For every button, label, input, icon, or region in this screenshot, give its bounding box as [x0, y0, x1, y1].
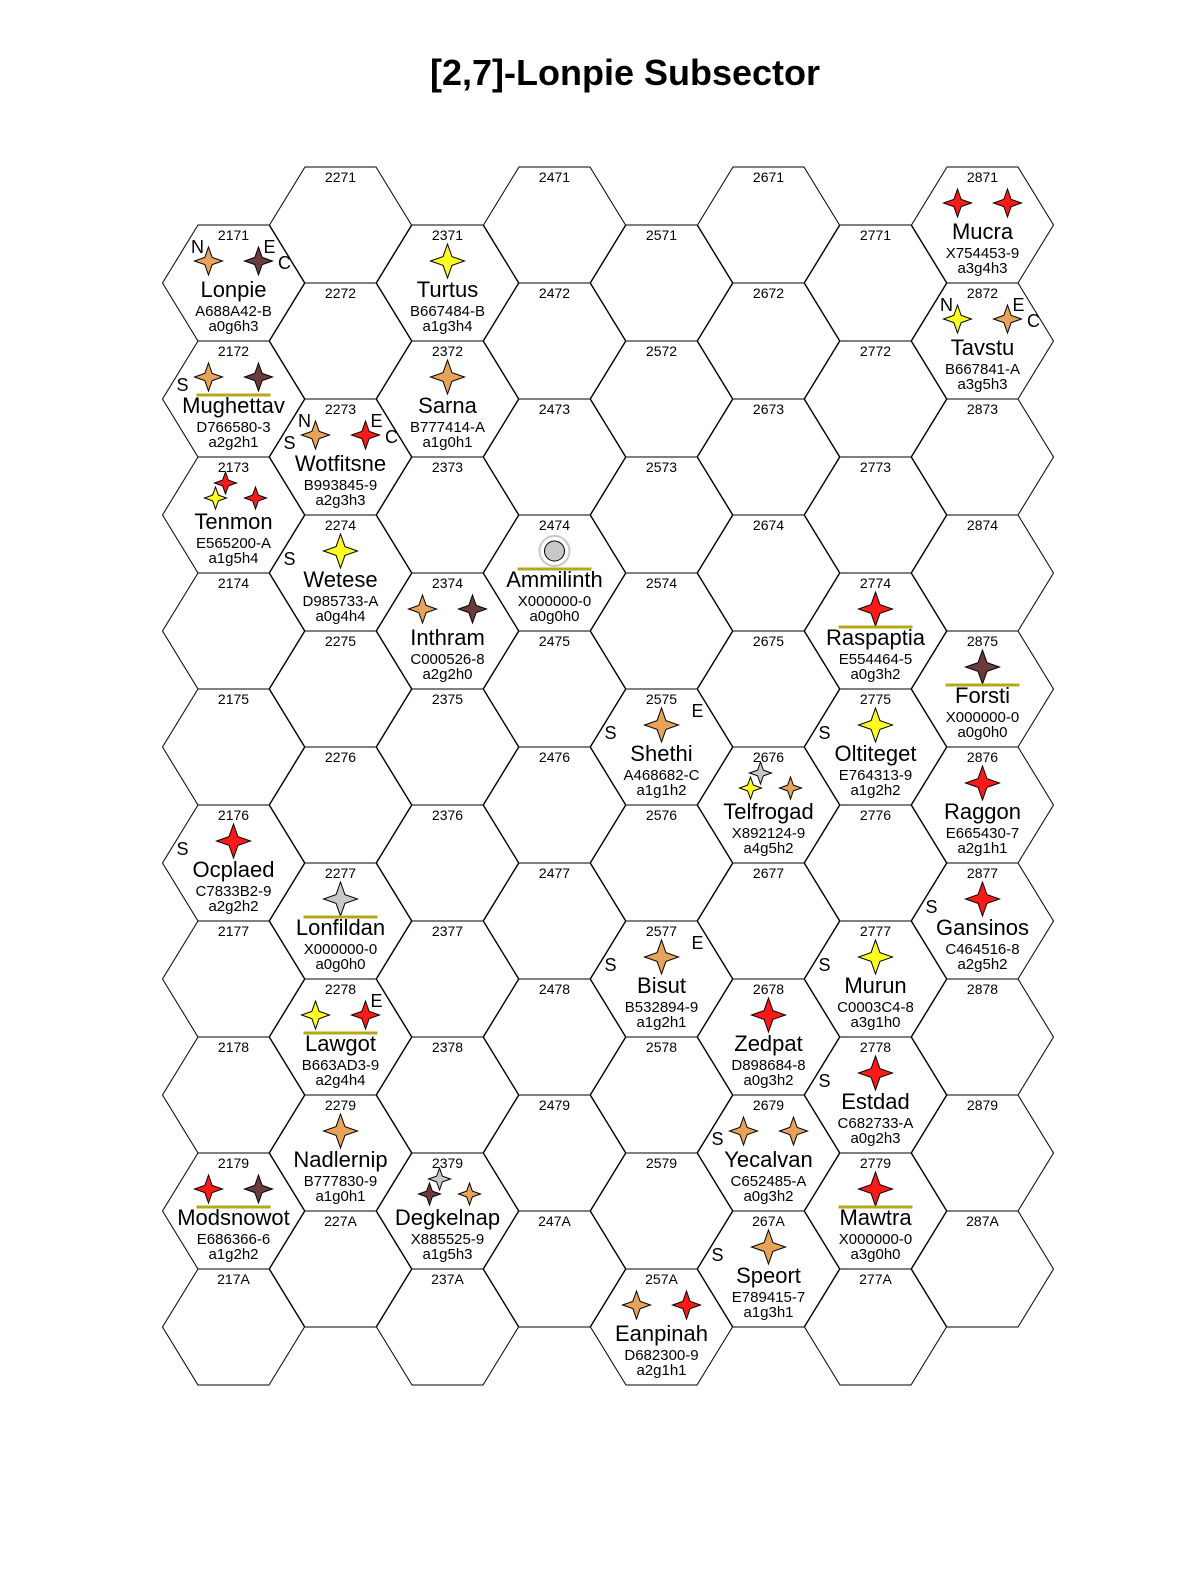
hex-number: 2675 — [752, 633, 785, 649]
hex-number: 2272 — [324, 285, 357, 301]
world-upp: A688A42-B — [195, 303, 272, 320]
hex-number: 2673 — [752, 401, 785, 417]
world-name: Sarna — [418, 393, 477, 418]
world-name: Lonfildan — [295, 915, 386, 940]
world-upp: B667841-A — [944, 361, 1021, 378]
hex-number: 2773 — [859, 459, 892, 475]
world-upp: E565200-A — [195, 535, 272, 552]
world-flag: E — [1012, 295, 1025, 315]
hex-number: 2671 — [752, 169, 785, 185]
world-extra: a4g5h2 — [743, 840, 794, 857]
hex-number: 2471 — [538, 169, 571, 185]
hex-number: 2278 — [324, 981, 357, 997]
hex-number: 2872 — [966, 285, 999, 301]
world-extra: a3g0h0 — [850, 1246, 901, 1263]
hex-number: 2575 — [645, 691, 678, 707]
hex-number: 257A — [645, 1271, 678, 1287]
hex-number: 2474 — [538, 517, 571, 533]
world-name: Estdad — [841, 1089, 910, 1114]
world-name: Zedpat — [734, 1031, 803, 1056]
world-extra: a1g5h4 — [208, 550, 259, 567]
hex-number: 2776 — [859, 807, 892, 823]
world-extra: a0g0h0 — [957, 724, 1008, 741]
world-upp: X885525-9 — [410, 1231, 485, 1248]
world-name: Degkelnap — [394, 1205, 501, 1230]
world-upp: B777414-A — [409, 419, 486, 436]
hex-number: 2874 — [966, 517, 999, 533]
world-name: Modsnowot — [177, 1205, 290, 1230]
world-upp: X754453-9 — [945, 245, 1020, 262]
hex-number: 2173 — [217, 459, 250, 475]
hex-number: 2476 — [538, 749, 571, 765]
hex-number: 2473 — [538, 401, 571, 417]
world-upp: C682733-A — [837, 1115, 914, 1132]
hex-number: 2174 — [217, 575, 250, 591]
world-name: Bisut — [637, 973, 686, 998]
hex-number: 2377 — [431, 923, 464, 939]
world-upp: C0003C4-8 — [837, 999, 914, 1016]
hex-number: 2574 — [645, 575, 678, 591]
world-flag: E — [370, 991, 383, 1011]
world-extra: a2g1h1 — [957, 840, 1008, 857]
world-flag: S — [818, 723, 831, 743]
world-flag: S — [604, 723, 617, 743]
world-extra: a2g2h0 — [422, 666, 473, 683]
hex-number: 287A — [966, 1213, 999, 1229]
hex-number: 2677 — [752, 865, 785, 881]
hex-number: 2778 — [859, 1039, 892, 1055]
hex-number: 2171 — [217, 227, 250, 243]
world-name: Mughettav — [182, 393, 285, 418]
world-flag: S — [818, 955, 831, 975]
hex-number: 2672 — [752, 285, 785, 301]
hex-number: 237A — [431, 1271, 464, 1287]
world-upp: X892124-9 — [731, 825, 806, 842]
world-extra: a2g5h2 — [957, 956, 1008, 973]
hex-number: 2276 — [324, 749, 357, 765]
world-upp: D766580-3 — [196, 419, 271, 436]
hex-number: 2576 — [645, 807, 678, 823]
world-extra: a0g6h3 — [208, 318, 259, 335]
world-name: Tavstu — [950, 335, 1015, 360]
world-name: Nadlernip — [293, 1147, 388, 1172]
world-upp: C652485-A — [730, 1173, 807, 1190]
hex-number: 267A — [752, 1213, 785, 1229]
hex-number: 2475 — [538, 633, 571, 649]
world-extra: a1g0h1 — [422, 434, 473, 451]
world-upp: X000000-0 — [838, 1231, 913, 1248]
world-extra: a3g5h3 — [957, 376, 1008, 393]
world-name: Ocplaed — [192, 857, 275, 882]
hex-number: 2479 — [538, 1097, 571, 1113]
world-name: Raspaptia — [825, 625, 926, 650]
world-name: Mawtra — [839, 1205, 912, 1230]
hex-number: 277A — [859, 1271, 892, 1287]
hex-number: 2577 — [645, 923, 678, 939]
world-extra: a1g3h1 — [743, 1304, 794, 1321]
world-name: Eanpinah — [615, 1321, 708, 1346]
world-flag: N — [298, 411, 311, 431]
world-upp: B532894-9 — [624, 999, 699, 1016]
world-extra: a3g1h0 — [850, 1014, 901, 1031]
world-extra: a3g4h3 — [957, 260, 1008, 277]
gas-giant-icon — [545, 541, 565, 561]
world-name: Shethi — [630, 741, 693, 766]
world-extra: a0g4h4 — [315, 608, 366, 625]
world-extra: a0g2h3 — [850, 1130, 901, 1147]
hex-number: 2376 — [431, 807, 464, 823]
world-extra: a1g2h1 — [636, 1014, 687, 1031]
world-upp: E764313-9 — [838, 767, 913, 784]
hex-number: 2578 — [645, 1039, 678, 1055]
hex-number: 2478 — [538, 981, 571, 997]
hex-number: 2179 — [217, 1155, 250, 1171]
world-upp: D682300-9 — [624, 1347, 699, 1364]
world-extra: a2g3h3 — [315, 492, 366, 509]
hex-number: 2572 — [645, 343, 678, 359]
hex-number: 2679 — [752, 1097, 785, 1113]
world-flag: E — [691, 933, 704, 953]
world-extra: a1g3h4 — [422, 318, 473, 335]
world-flag: S — [176, 839, 189, 859]
world-name: Inthram — [410, 625, 485, 650]
world-flag: N — [191, 237, 204, 257]
hex-number: 2774 — [859, 575, 892, 591]
world-flag: S — [176, 375, 189, 395]
hex-number: 2871 — [966, 169, 999, 185]
world-name: Wetese — [303, 567, 378, 592]
world-flag: C — [1027, 311, 1040, 331]
hex-number: 2274 — [324, 517, 357, 533]
world-upp: X000000-0 — [945, 709, 1020, 726]
world-upp: X000000-0 — [303, 941, 378, 958]
hex-number: 2571 — [645, 227, 678, 243]
hex-number: 2472 — [538, 285, 571, 301]
world-upp: B667484-B — [409, 303, 486, 320]
world-name: Lawgot — [305, 1031, 376, 1056]
hex-number: 2477 — [538, 865, 571, 881]
world-name: Forsti — [955, 683, 1010, 708]
hex-number: 2277 — [324, 865, 357, 881]
world-upp: A468682-C — [623, 767, 700, 784]
world-extra: a0g0h0 — [315, 956, 366, 973]
hex-number: 2379 — [431, 1155, 464, 1171]
world-name: Telfrogad — [723, 799, 814, 824]
hex-number: 2175 — [217, 691, 250, 707]
world-upp: B663AD3-9 — [301, 1057, 380, 1074]
hex-number: 2372 — [431, 343, 464, 359]
world-flag: S — [818, 1071, 831, 1091]
page-title: [2,7]-Lonpie Subsector — [429, 52, 821, 93]
world-upp: C464516-8 — [945, 941, 1020, 958]
hex-number: 2378 — [431, 1039, 464, 1055]
world-extra: a2g4h4 — [315, 1072, 366, 1089]
hex-number: 2674 — [752, 517, 785, 533]
world-upp: D898684-8 — [731, 1057, 806, 1074]
world-flag: E — [370, 411, 383, 431]
world-name: Lonpie — [200, 277, 267, 302]
world-extra: a2g2h1 — [208, 434, 259, 451]
hex-number: 2573 — [645, 459, 678, 475]
hex-number: 2273 — [324, 401, 357, 417]
world-flag: E — [263, 237, 276, 257]
world-extra: a1g1h2 — [636, 782, 687, 799]
hex-number: 2678 — [752, 981, 785, 997]
world-upp: B993845-9 — [303, 477, 378, 494]
world-flag: S — [283, 433, 296, 453]
world-name: Wotfitsne — [294, 451, 387, 476]
hex-number: 2271 — [324, 169, 357, 185]
hex-number: 2875 — [966, 633, 999, 649]
world-extra: a1g2h2 — [208, 1246, 259, 1263]
world-name: Gansinos — [936, 915, 1029, 940]
hex-number: 2375 — [431, 691, 464, 707]
hex-number: 227A — [324, 1213, 357, 1229]
hex-number: 2676 — [752, 749, 785, 765]
world-flag: C — [385, 427, 398, 447]
hex-number: 2275 — [324, 633, 357, 649]
hex-number: 2775 — [859, 691, 892, 707]
world-upp: E554464-5 — [838, 651, 913, 668]
world-name: Turtus — [416, 277, 479, 302]
world-upp: X000000-0 — [517, 593, 592, 610]
world-extra: a0g0h0 — [529, 608, 580, 625]
hex-number: 217A — [217, 1271, 250, 1287]
world-extra: a1g2h2 — [850, 782, 901, 799]
world-extra: a0g3h2 — [743, 1072, 794, 1089]
hex-number: 2373 — [431, 459, 464, 475]
hex-number: 2878 — [966, 981, 999, 997]
hex-number: 2777 — [859, 923, 892, 939]
world-extra: a2g1h1 — [636, 1362, 687, 1379]
hex-number: 2876 — [966, 749, 999, 765]
hex-number: 247A — [538, 1213, 571, 1229]
world-flag: S — [711, 1129, 724, 1149]
world-upp: E789415-7 — [731, 1289, 806, 1306]
world-flag: S — [604, 955, 617, 975]
world-extra: a0g3h2 — [743, 1188, 794, 1205]
world-name: Ammilinth — [506, 567, 603, 592]
world-extra: a1g5h3 — [422, 1246, 473, 1263]
world-flag: S — [711, 1245, 724, 1265]
world-name: Mucra — [951, 219, 1014, 244]
world-name: Murun — [844, 973, 907, 998]
hex-number: 2771 — [859, 227, 892, 243]
world-name: Raggon — [943, 799, 1022, 824]
world-name: Tenmon — [194, 509, 273, 534]
world-flag: S — [283, 549, 296, 569]
hex-number: 2579 — [645, 1155, 678, 1171]
world-extra: a0g3h2 — [850, 666, 901, 683]
world-flag: E — [691, 701, 704, 721]
hex-number: 2374 — [431, 575, 464, 591]
world-extra: a1g0h1 — [315, 1188, 366, 1205]
hex-number: 2279 — [324, 1097, 357, 1113]
world-name: Yecalvan — [724, 1147, 813, 1172]
world-upp: D985733-A — [302, 593, 379, 610]
world-extra: a2g2h2 — [208, 898, 259, 915]
world-flag: N — [940, 295, 953, 315]
world-upp: C7833B2-9 — [195, 883, 272, 900]
hex-number: 2371 — [431, 227, 464, 243]
hex-number: 2172 — [217, 343, 250, 359]
world-upp: E686366-6 — [196, 1231, 271, 1248]
hex-number: 2177 — [217, 923, 250, 939]
world-upp: B777830-9 — [303, 1173, 378, 1190]
world-flag: C — [278, 253, 291, 273]
hex-number: 2772 — [859, 343, 892, 359]
hex-number: 2176 — [217, 807, 250, 823]
hex-number: 2873 — [966, 401, 999, 417]
world-upp: E665430-7 — [945, 825, 1020, 842]
world-upp: C000526-8 — [410, 651, 485, 668]
hex-number: 2879 — [966, 1097, 999, 1113]
hex-number: 2877 — [966, 865, 999, 881]
hex-number: 2178 — [217, 1039, 250, 1055]
hex-number: 2779 — [859, 1155, 892, 1171]
world-flag: S — [925, 897, 938, 917]
world-name: Oltiteget — [834, 741, 917, 766]
world-name: Speort — [736, 1263, 801, 1288]
